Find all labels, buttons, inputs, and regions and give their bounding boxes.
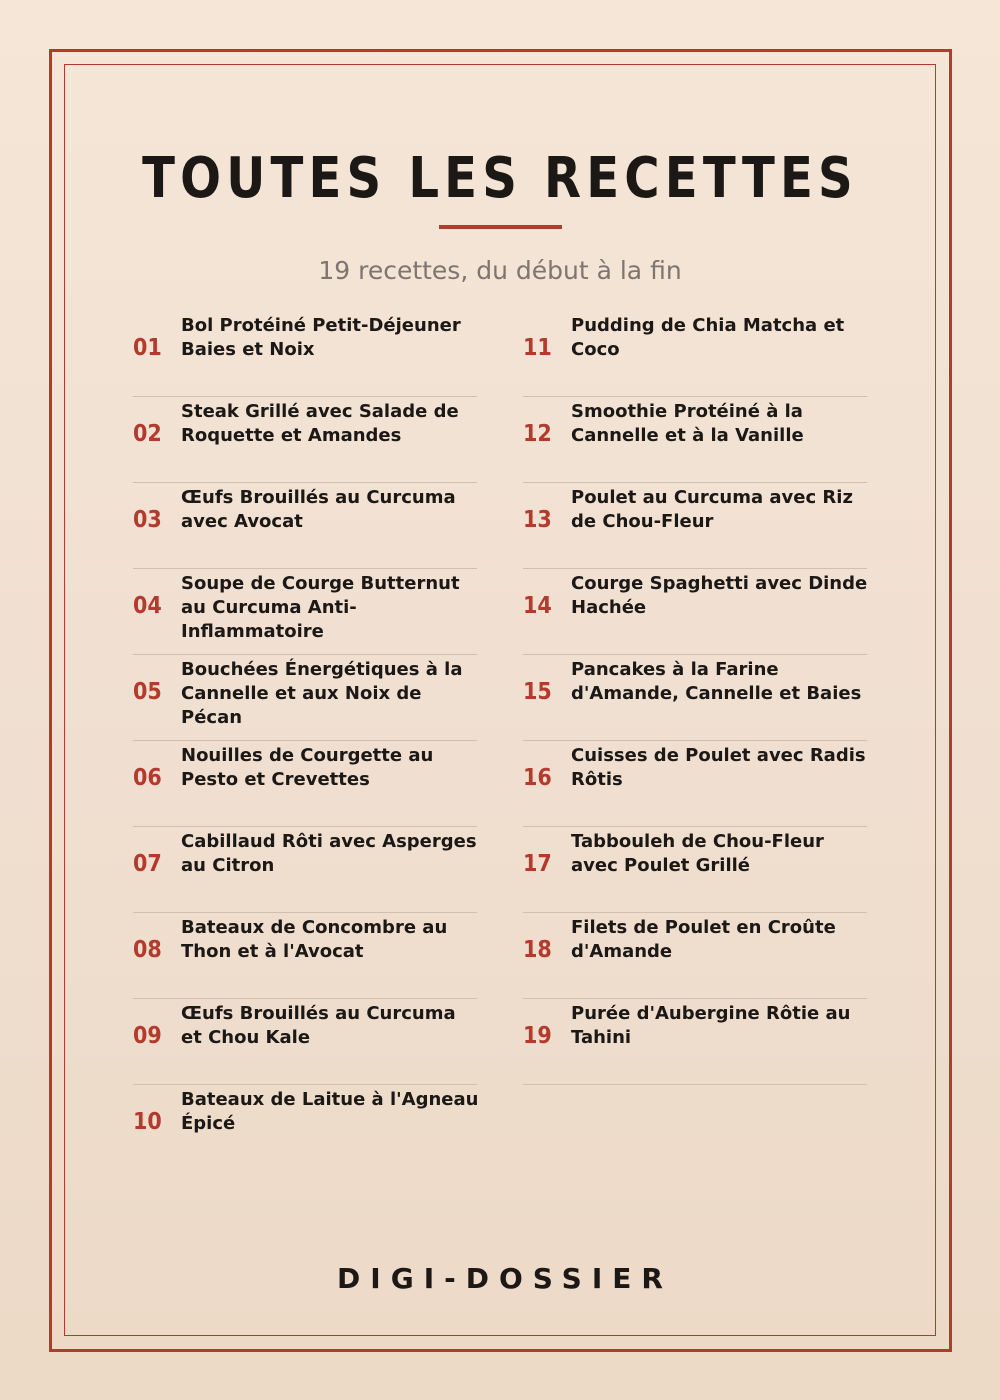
- recipe-name: Œufs Brouillés au Curcuma avec Avocat: [181, 487, 456, 532]
- recipe-number: 15: [523, 679, 552, 705]
- recipe-number: 11: [523, 335, 552, 361]
- recipe-name: Pancakes à la Farine d'Amande, Cannelle et Baies: [571, 659, 862, 704]
- recipe-item[interactable]: [133, 827, 477, 913]
- recipe-name: Œufs Brouillés au Curcuma et Chou Kale: [181, 1003, 456, 1048]
- recipe-item[interactable]: [133, 1085, 477, 1171]
- brand-name: DIGI-DOSSIER: [337, 1262, 673, 1295]
- recipe-item[interactable]: [523, 827, 867, 913]
- recipe-name: Soupe de Courge Butternut au Curcuma Anti-Inflammatoire: [181, 573, 460, 642]
- recipe-number: 16: [523, 765, 552, 791]
- recipe-list-left: [133, 311, 477, 1171]
- recipe-number: 07: [133, 851, 162, 877]
- recipe-name: Tabbouleh de Chou-Fleur avec Poulet Grillé: [571, 831, 824, 876]
- recipe-item[interactable]: [523, 655, 867, 741]
- recipe-item[interactable]: [523, 569, 867, 655]
- recipe-number: 18: [523, 937, 552, 963]
- recipe-number: 13: [523, 507, 552, 533]
- recipe-number: 17: [523, 851, 552, 877]
- recipe-name: Nouilles de Courgette au Pesto et Crevettes: [181, 745, 434, 790]
- recipe-item[interactable]: [133, 655, 477, 741]
- recipe-item[interactable]: [523, 913, 867, 999]
- recipe-item[interactable]: [523, 483, 867, 569]
- recipe-number: 03: [133, 507, 162, 533]
- recipe-item[interactable]: [133, 311, 477, 397]
- recipe-item[interactable]: [523, 311, 867, 397]
- recipe-number: 06: [133, 765, 162, 791]
- page-subtitle: 19 recettes, du début à la fin: [318, 256, 682, 285]
- recipe-number: 19: [523, 1023, 552, 1049]
- recipe-number: 01: [133, 335, 162, 361]
- recipe-item[interactable]: [133, 999, 477, 1085]
- recipe-number: 10: [133, 1109, 162, 1135]
- recipe-name: Cuisses de Poulet avec Radis Rôtis: [571, 745, 866, 790]
- recipe-name: Bateaux de Concombre au Thon et à l'Avocat: [181, 917, 448, 962]
- recipe-name: Poulet au Curcuma avec Riz de Chou-Fleur: [571, 487, 853, 532]
- recipe-name: Steak Grillé avec Salade de Roquette et Amandes: [181, 401, 459, 446]
- recipe-number: 02: [133, 421, 162, 447]
- page-title: TOUTES LES RECETTES: [142, 146, 858, 211]
- recipe-item[interactable]: [523, 999, 867, 1085]
- recipe-number: 09: [133, 1023, 162, 1049]
- recipe-item[interactable]: [133, 741, 477, 827]
- recipe-number: 12: [523, 421, 552, 447]
- recipe-item[interactable]: [133, 397, 477, 483]
- recipe-number: 14: [523, 593, 552, 619]
- recipe-name: Cabillaud Rôti avec Asperges au Citron: [181, 831, 477, 876]
- recipe-number: 04: [133, 593, 162, 619]
- recipe-name: Pudding de Chia Matcha et Coco: [571, 315, 845, 360]
- recipe-name: Bouchées Énergétiques à la Cannelle et aux Noix de Pécan: [181, 659, 463, 728]
- title-underline: [439, 225, 562, 229]
- recipe-item[interactable]: [133, 913, 477, 999]
- recipe-name: Courge Spaghetti avec Dinde Hachée: [571, 573, 868, 618]
- recipe-name: Bol Protéiné Petit-Déjeuner Baies et Noix: [181, 315, 461, 360]
- recipe-item[interactable]: [523, 741, 867, 827]
- recipe-item[interactable]: [133, 569, 477, 655]
- recipe-list-right: [523, 311, 867, 1085]
- recipe-item[interactable]: [133, 483, 477, 569]
- recipe-number: 08: [133, 937, 162, 963]
- recipe-item[interactable]: [523, 397, 867, 483]
- recipe-name: Bateaux de Laitue à l'Agneau Épicé: [181, 1089, 479, 1134]
- recipe-name: Filets de Poulet en Croûte d'Amande: [571, 917, 836, 962]
- recipe-name: Smoothie Protéiné à la Cannelle et à la Vanille: [571, 401, 804, 446]
- recipe-number: 05: [133, 679, 162, 705]
- recipe-name: Purée d'Aubergine Rôtie au Tahini: [571, 1003, 851, 1048]
